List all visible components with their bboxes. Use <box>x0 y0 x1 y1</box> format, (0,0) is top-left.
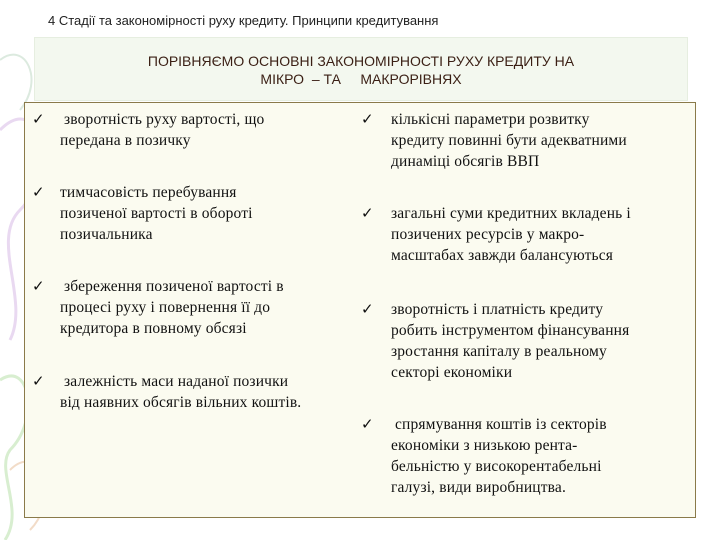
macro-item-text: загальні суми кредитних вкладень і позичених ресурсів у макро- масштабах завжди балансуються <box>391 205 631 264</box>
micro-item-text: зворотність руху вартості, що передана в позичку <box>60 111 265 149</box>
checkmark-icon: ✓ <box>32 110 45 128</box>
checkmark-icon: ✓ <box>32 372 45 390</box>
micro-item-text: залежність маси наданої позички від наявних обсягів вільних коштів. <box>60 373 302 411</box>
checkmark-icon: ✓ <box>32 183 45 201</box>
header-title: ПОРІВНЯЄМО ОСНОВНІ ЗАКОНОМІРНОСТІ РУХУ КРЕДИТУ НА МІКРО – ТА МАКРОРІВНЯХ <box>147 53 575 87</box>
macro-item-text: зворотність і платність кредиту робить інструментом фінансування зростання капіталу в реальному секторі економіки <box>391 301 630 381</box>
micro-item-text: тимчасовість перебування позиченої вартості в обороті позичальника <box>60 184 253 243</box>
checkmark-icon: ✓ <box>361 204 374 222</box>
macro-item-text: кількісні параметри розвитку кредиту повинні бути адекватними динаміці обсягів ВВП <box>391 111 627 170</box>
checkmark-icon: ✓ <box>32 277 45 295</box>
checkmark-icon: ✓ <box>361 300 374 318</box>
header-box <box>34 37 688 101</box>
checkmark-icon: ✓ <box>361 415 374 433</box>
checkmark-icon: ✓ <box>361 110 374 128</box>
macro-item-text: спрямування коштів із секторів економіки з низькою рента- бельністю у високорентабельні галузі, види виробництва. <box>391 416 607 496</box>
slide-caption: 4 Стадії та закономірності руху кредиту. Принципи кредитування <box>48 13 439 28</box>
micro-item-text: збереження позиченої вартості в процесі руху і повернення її до кредитора в повному обсязі <box>60 278 284 337</box>
